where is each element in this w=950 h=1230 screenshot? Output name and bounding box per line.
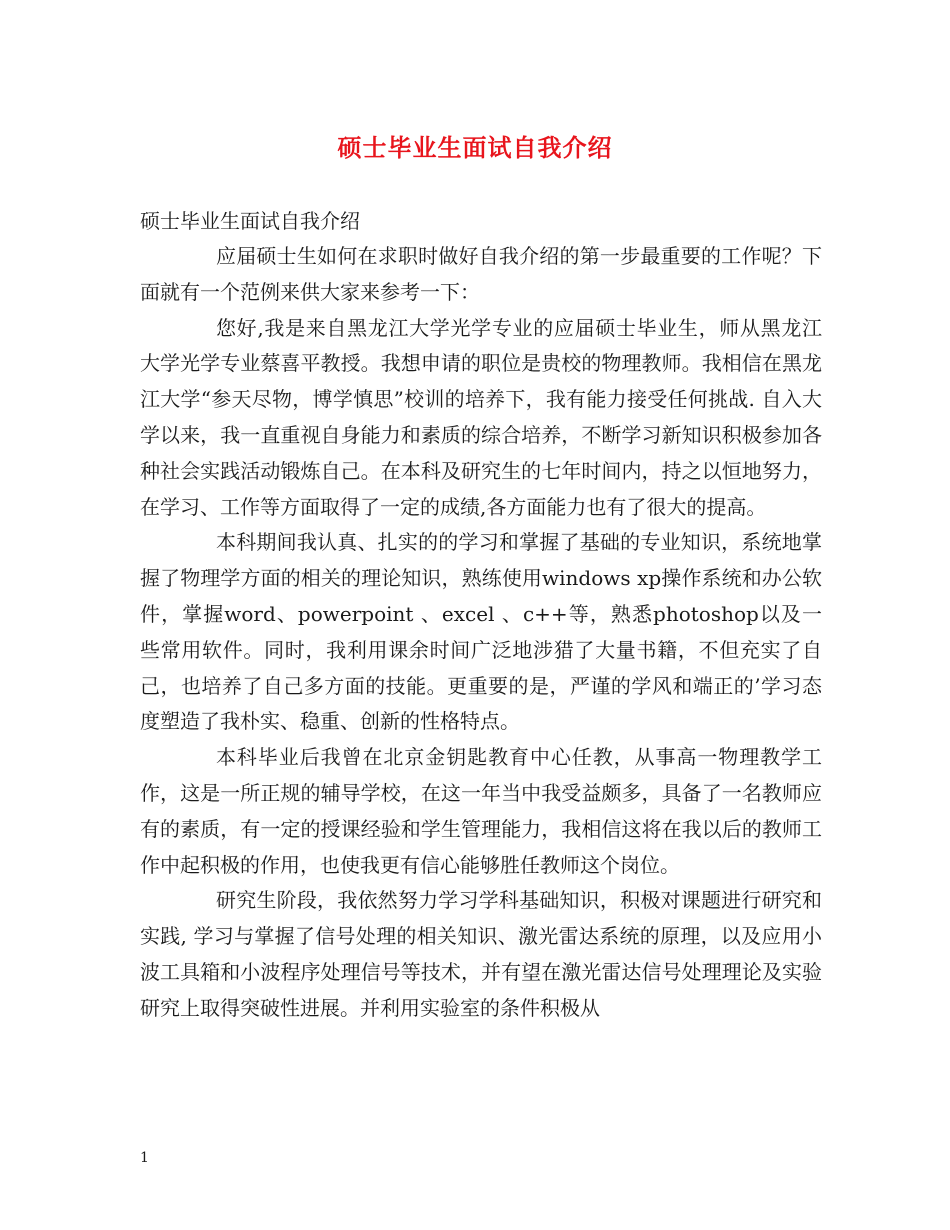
paragraph-greeting: 您好,我是来自黑龙江大学光学专业的应届硕士毕业生，师从黑龙江大学光学专业蔡喜平教授。我想申请的职位是贵校的物理教师。我相信在黑龙江大学“参天尽物，博学慎思”校训的培养下，我有能力接受任何挑战. 自入大学以来，我一直重视自身能力和素质的综合培养，不断学习新知识积极参加各种社会实践活动锻炼自己。在本科及研究生的七年时间内，持之以恒地努力，在学习、工作等方面取得了一定的成绩,各方面能力也有了很大的提高。 bbox=[140, 315, 822, 519]
document-subtitle: 硕士毕业生面试自我介绍 bbox=[140, 209, 360, 233]
page-number: 1 bbox=[140, 1150, 149, 1166]
document-body bbox=[140, 239, 822, 1027]
paragraph-intro: 应届硕士生如何在求职时做好自我介绍的第一步最重要的工作呢？下面就有一个范例来供大家来参考一下： bbox=[140, 244, 822, 304]
paragraph-graduate: 研究生阶段，我依然努力学习学科基础知识，积极对课题进行研究和实践, 学习与掌握了信号处理的相关知识、激光雷达系统的原理，以及应用小波工具箱和小波程序处理信号等技术，并有望在激光雷达信号处理理论及实验研究上取得突破性进展。并利用实验室的条件积极从 bbox=[140, 888, 822, 1020]
document-title: 硕士毕业生面试自我介绍 bbox=[337, 133, 613, 162]
paragraph-teaching-experience: 本科毕业后我曾在北京金钥匙教育中心任教，从事高一物理教学工作，这是一所正规的辅导学校，在这一年当中我受益颇多，具备了一名教师应有的素质，有一定的授课经验和学生管理能力，我相信这将在我以后的教师工作中起积极的作用，也使我更有信心能够胜任教师这个岗位。 bbox=[140, 745, 822, 877]
paragraph-undergraduate: 本科期间我认真、扎实的的学习和掌握了基础的专业知识，系统地掌握了物理学方面的相关的理论知识，熟练使用windows xp操作系统和办公软件，掌握word、powerpoint 、excel 、c++等，熟悉photoshop以及一些常用软件。同时，我利用课余时间广泛地涉猎了大量书籍，不但充实了自己，也培养了自己多方面的技能。更重要的是，严谨的学风和端正的’学习态度塑造了我朴实、稳重、创新的性格特点。 bbox=[140, 530, 822, 734]
